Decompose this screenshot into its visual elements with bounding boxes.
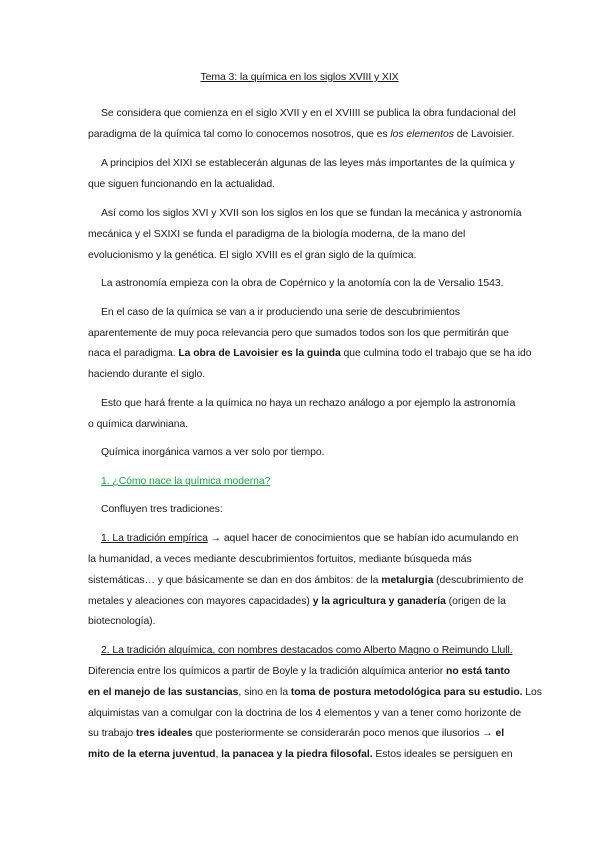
document-title: Tema 3: la química en los siglos XVIII y XIX — [200, 71, 399, 83]
item-1-line-3 — [88, 574, 524, 587]
paragraph-1-line-2 — [88, 128, 514, 141]
paragraph-2-line-1: A principios del XIXI se establecerán algunas de las leyes más importantes de la química y — [101, 158, 515, 169]
paragraph-2-line-2: que siguen funcionando en la actualidad. — [88, 179, 275, 190]
item-2-line-4: alquimistas van a comulgar con la doctrina de los 4 elementos y van a tener como horizonte de — [88, 708, 522, 719]
paragraph-7-line-1: Química inorgánica vamos a ver solo por tiempo. — [101, 447, 325, 458]
item-2-line-6 — [88, 748, 513, 761]
paragraph-4-line-1: La astronomía empieza con la obra de Copérnico y la anotomía con la de Versalio 1543. — [101, 278, 504, 289]
bold-phrase: mito de la eterna juventud — [88, 749, 216, 760]
item-2-line-3 — [88, 686, 542, 699]
text-run: sistemáticas… y que básicamente se dan en dos ámbitos: de la — [88, 575, 382, 586]
paragraph-8-line-1: Confluyen tres tradiciones: — [101, 504, 223, 515]
item-1-line-1 — [101, 532, 518, 545]
paragraph-1-line-1: Se considera que comienza en el siglo XVII y en el XVIIII se publica la obra fundacional del — [101, 108, 516, 119]
text-run: paradigma de la química tal como lo conocemos nosotros, que es — [88, 129, 391, 140]
paragraph-3-line-1: Así como los siglos XVI y XVII son los siglos en los que se fundan la mecánica y astronomía — [101, 208, 522, 219]
text-run: Diferencia entre los químicos a partir de Boyle y la tradición alquímica anterior — [88, 666, 447, 677]
item-1-line-4 — [88, 595, 506, 608]
paragraph-6-line-1: Esto que hará frente a la química no haya un rechazo análogo a por ejemplo la astronomía — [101, 398, 516, 409]
bold-phrase: el — [495, 728, 505, 739]
text-run: naca el paradigma. — [88, 348, 179, 359]
paragraph-6-line-2: o química darwiniana. — [88, 419, 189, 430]
text-run: que culmina todo el trabajo que se ha ido — [340, 348, 532, 359]
item-1-line-2: la humanidad, a veces mediante descubrimientos fortuitos, mediante búsqueda más — [88, 554, 472, 565]
paragraph-5-line-4: haciendo durante el siglo. — [88, 369, 206, 380]
text-run: , — [215, 749, 222, 760]
text-run: metales y aleaciones con mayores capacidades) — [88, 596, 313, 607]
item-1-line-5: biotecnología). — [88, 616, 156, 627]
paragraph-3-line-3: evolucionismo y la genética. El siglo XVIII es el gran siglo de la química. — [88, 250, 417, 261]
section-heading-link[interactable]: 1. ¿Cómo nace la química moderna? — [101, 476, 271, 487]
bold-phrase: no está tanto — [446, 666, 511, 677]
text-run: Los — [522, 687, 542, 698]
text-run: (descubrimiento de — [433, 575, 524, 586]
text-run: de Lavoisier. — [453, 129, 515, 140]
paragraph-5-line-3 — [88, 347, 532, 360]
text-run: , sino en la — [238, 687, 291, 698]
bold-phrase: toma de postura metodológica para su estudio. — [290, 687, 523, 698]
bold-phrase: y la agricultura y ganadería — [312, 596, 446, 607]
bold-phrase: metalurgia — [381, 575, 434, 586]
italic-book-title: los elementos — [390, 129, 454, 140]
underlined-heading: 1. La tradición empírica — [101, 533, 208, 544]
paragraph-3-line-2: mecánica y el SXIXI se funda el paradigma de la biología moderna, de la mano del — [88, 229, 466, 240]
paragraph-5-line-2: aparentemente de muy poca relevancia pero que sumados todos son los que permitirán que — [88, 328, 509, 339]
text-run: su trabajo — [88, 728, 136, 739]
item-2-line-1: 2. La tradición alquímica, con nombres destacados como Alberto Magno o Reimundo Llull. — [101, 645, 513, 656]
text-run: → aquel hacer de conocimientos que se habían ido acumulando en — [207, 533, 519, 544]
bold-phrase: la panacea y la piedra filosofal. — [221, 749, 373, 760]
bold-phrase: tres ideales — [135, 728, 193, 739]
bold-phrase: en el manejo de las sustancias — [88, 687, 239, 698]
item-2-line-2 — [88, 665, 510, 678]
bold-phrase: La obra de Lavoisier es la guinda — [178, 348, 341, 359]
text-run: (origen de la — [445, 596, 506, 607]
text-run: Estos ideales se persiguen en — [372, 749, 513, 760]
paragraph-5-line-1: En el caso de la química se van a ir produciendo una serie de descubrimientos — [101, 307, 460, 318]
text-run: que posteriormente se considerarán poco menos que ilusorios → — [192, 728, 496, 739]
item-2-line-5 — [88, 727, 504, 740]
